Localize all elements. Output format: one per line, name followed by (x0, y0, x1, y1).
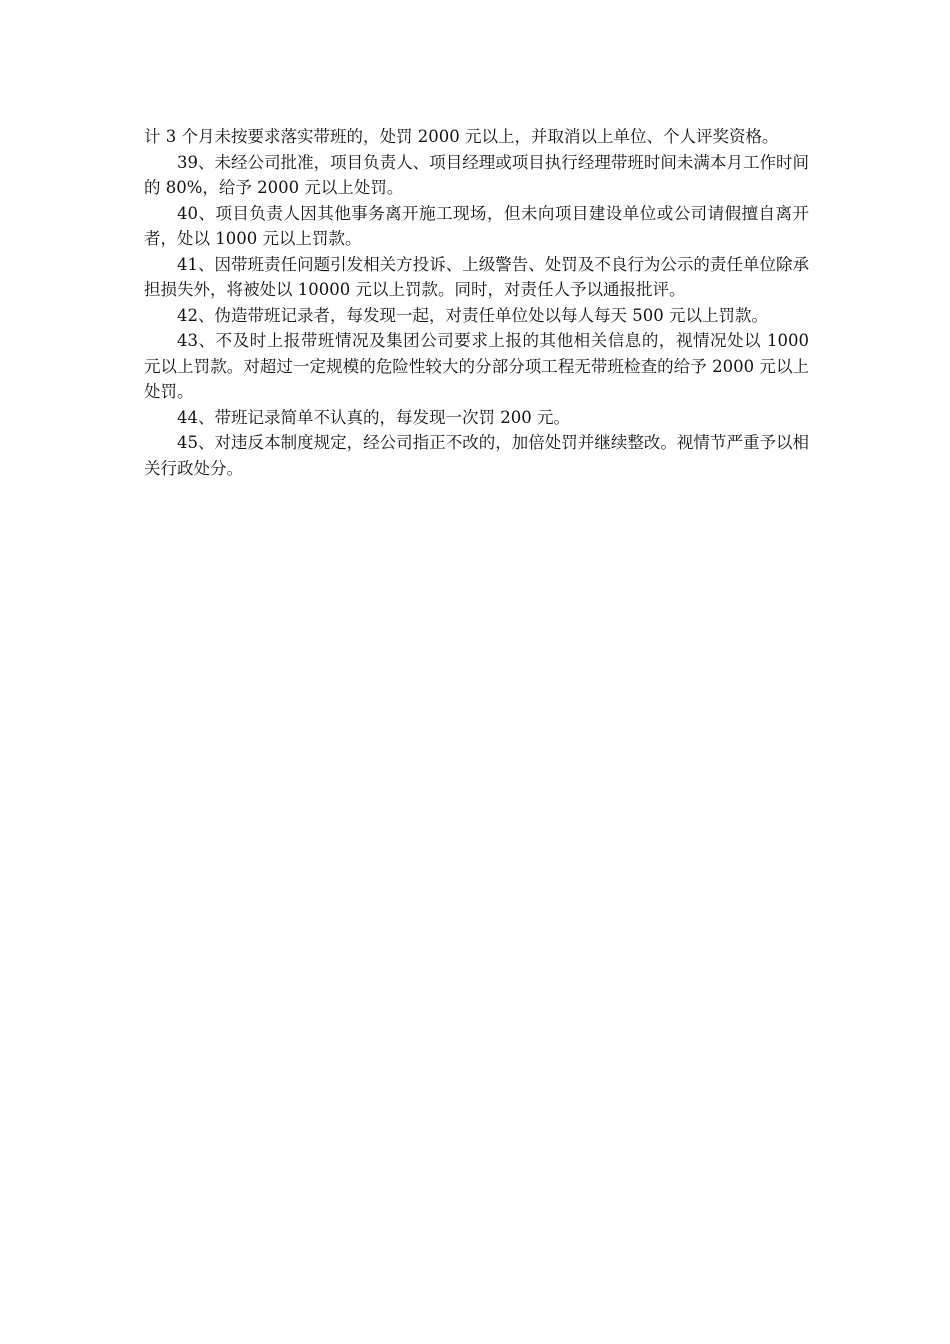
document-body (144, 124, 809, 481)
paragraph-item-45: 45、对违反本制度规定，经公司指正不改的，加倍处罚并继续整改。视情节严重予以相关行政处分。 (144, 433, 809, 478)
paragraph-item-41: 41、因带班责任问题引发相关方投诉、上级警告、处罚及不良行为公示的责任单位除承担损失外，将被处以 10000 元以上罚款。同时，对责任人予以通报批评。 (144, 254, 809, 299)
paragraph-item-42: 42、伪造带班记录者，每发现一起，对责任单位处以每人每天 500 元以上罚款。 (177, 305, 768, 325)
paragraph-item-43: 43、不及时上报带班情况及集团公司要求上报的其他相关信息的，视情况处以 1000 元以上罚款。对超过一定规模的危险性较大的分部分项工程无带班检查的给予 2000 元以上处罚。 (144, 331, 809, 401)
paragraph-item-44: 44、带班记录简单不认真的，每发现一次罚 200 元。 (177, 407, 570, 427)
paragraph-item-40: 40、项目负责人因其他事务离开施工现场，但未向项目建设单位或公司请假擅自离开者，处以 1000 元以上罚款。 (144, 203, 809, 248)
paragraph-item-39: 39、未经公司批准，项目负责人、项目经理或项目执行经理带班时间未满本月工作时间的 80%，给予 2000 元以上处罚。 (144, 152, 809, 197)
paragraph-continuation: 计 3 个月未按要求落实带班的，处罚 2000 元以上，并取消以上单位、个人评奖资格。 (144, 127, 779, 146)
